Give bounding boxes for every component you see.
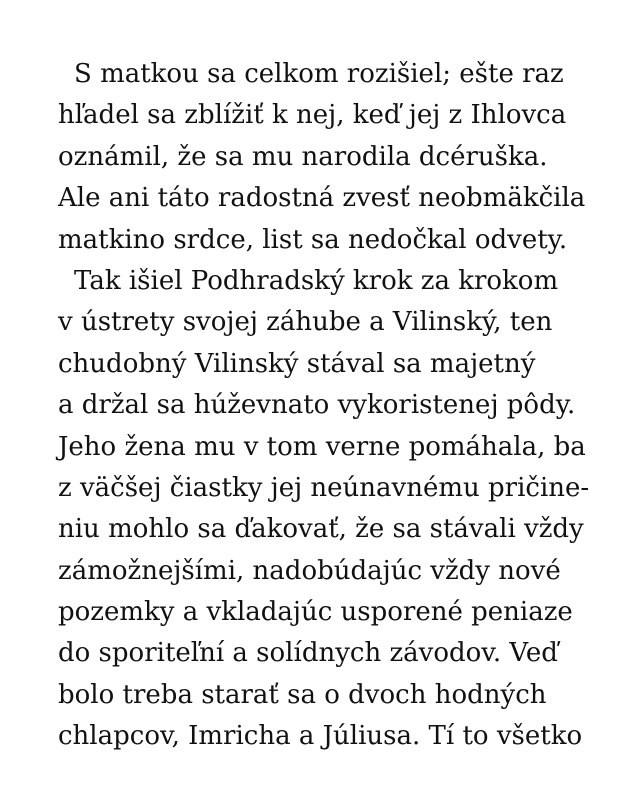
text-line: S matkou sa celkom rozišiel; ešte raz [74, 59, 564, 89]
text-line: zámožnejšími, nadobúdajúc vždy nové [58, 555, 561, 586]
text-line: z väčšej čiastky jej neúnavnému pričine- [58, 472, 590, 503]
text-line: Ale ani táto radostná zvesť neobmäkčila [58, 183, 586, 214]
text-line: chlapcov, Imricha a Júliusa. Tí to všetko [58, 721, 583, 752]
text-line: do sporiteľní a solídnych závodov. Veď [58, 638, 558, 669]
text-line: hľadel sa zblížiť k nej, keď jej z Ihlovca [58, 100, 567, 131]
text-line: a držal sa húževnato vykoristenej pôdy. [58, 390, 576, 421]
text-line: bolo treba starať sa o dvoch hodných [58, 679, 547, 710]
text-line: matkino srdce, list sa nedočkal odvety. [58, 224, 568, 255]
text-line: Tak išiel Podhradský krok za krokom [74, 265, 559, 296]
text-line: chudobný Vilinský stával sa majetný [58, 348, 536, 379]
text-line: v ústrety svojej záhube a Vilinský, ten [58, 307, 553, 338]
text-line: pozemky a vkladajúc usporené peniaze [58, 597, 573, 628]
body-text [58, 54, 598, 758]
text-line: oznámil, že sa mu narodila dcéruška. [58, 141, 548, 172]
text-line: Jeho žena mu v tom verne pomáhala, ba [58, 431, 586, 462]
text-line: niu mohlo sa ďakovať, že sa stávali vždy [58, 514, 584, 545]
